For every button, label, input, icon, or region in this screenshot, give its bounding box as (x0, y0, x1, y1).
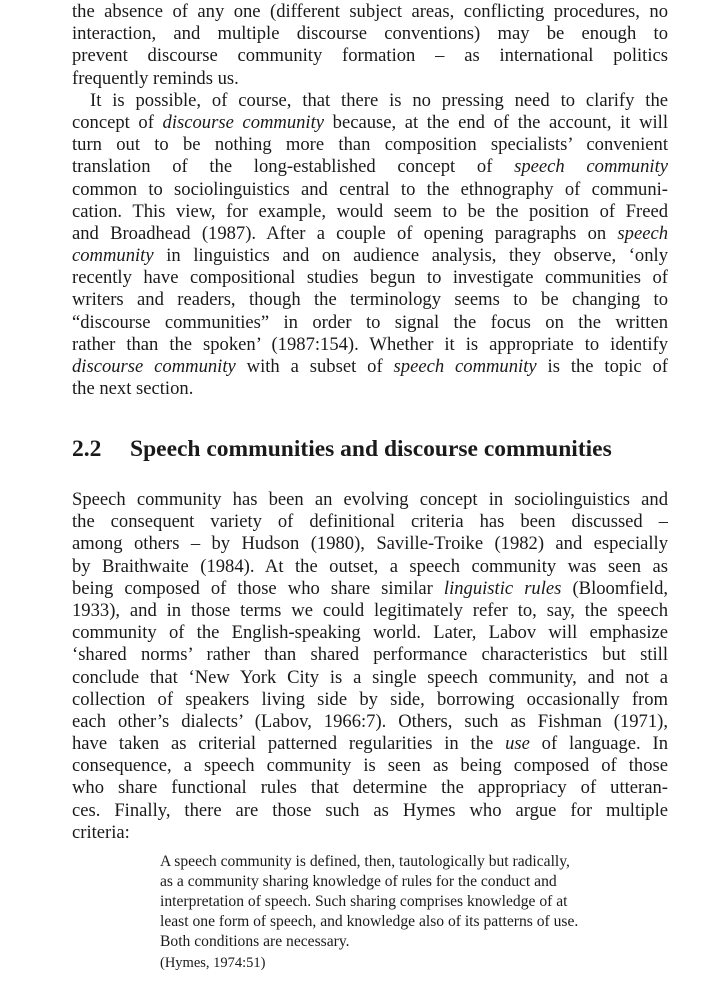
text-line (160, 892, 668, 912)
text-segment: with a subset of (235, 356, 394, 378)
text-segment: by Braithwaite (1984). At the outset, a speech community was seen as (72, 555, 668, 577)
text-segment: and Broadhead (1987). After a couple of opening paragraphs on (72, 222, 618, 244)
section-number: 2.2 (72, 436, 102, 462)
text-line (72, 312, 668, 334)
text-segment: least one form of speech, and knowledge also of its patterns of use. (160, 913, 579, 930)
paragraph-speech-community-intro (72, 90, 668, 401)
text-segment: the next section. (72, 378, 194, 400)
text-segment: prevent discourse community formation – as international politics (72, 45, 668, 67)
text-segment: It is possible, of course, that there is no pressing need to clarify the (90, 89, 668, 111)
text-line (72, 156, 668, 178)
text-segment: as a community sharing knowledge of rules for the conduct and (160, 873, 557, 890)
text-segment: interpretation of speech. Such sharing comprises knowledge of at (160, 893, 568, 910)
text-line (72, 356, 668, 378)
italic-term: discourse community (72, 356, 236, 378)
italic-term: discourse community (162, 111, 325, 133)
text-segment: who share functional rules that determine the appropriacy of utteran- (72, 777, 668, 799)
text-line (72, 1, 668, 23)
italic-term: speech (617, 222, 668, 244)
section-title: Speech communities and discourse communities (130, 436, 612, 462)
text-segment: turn out to be nothing more than composition specialists’ convenient (72, 134, 668, 156)
text-line (72, 667, 668, 689)
text-segment: of language. In (529, 733, 668, 755)
text-line (72, 179, 668, 201)
text-line (72, 822, 668, 844)
text-line (72, 533, 668, 555)
text-segment: community of the English-speaking world. Later, Labov will emphasize (72, 622, 668, 644)
text-line (72, 334, 668, 356)
text-segment: frequently reminds us. (72, 67, 239, 89)
text-line (72, 134, 668, 156)
text-segment: ‘shared norms’ rather than shared performance characteristics but still (72, 644, 668, 666)
text-segment: each other’s dialects’ (Labov, 1966:7). Others, such as Fishman (1971), (72, 710, 668, 732)
text-segment: Both conditions are necessary. (160, 933, 350, 950)
text-segment: the absence of any one (different subject areas, conflicting procedures, no (72, 1, 668, 22)
block-quote (160, 852, 668, 952)
text-line (72, 245, 668, 267)
text-line (72, 777, 668, 799)
text-line (160, 852, 668, 872)
italic-term: speech community (393, 356, 537, 378)
text-segment: Speech community has been an evolving concept in sociolinguistics and (72, 489, 668, 510)
text-segment: the consequent variety of definitional criteria has been discussed – (72, 511, 668, 533)
italic-term: speech community (514, 156, 668, 178)
text-segment: recently have compositional studies begun to investigate communities of (72, 267, 668, 289)
text-segment: translation of the long-established concept of (72, 156, 515, 178)
text-segment: concept of (72, 111, 163, 133)
text-line (72, 733, 668, 755)
text-line (72, 600, 668, 622)
text-segment: ces. Finally, there are those such as Hymes who argue for multiple (72, 799, 668, 821)
text-segment: is the topic of (536, 356, 668, 378)
italic-term: linguistic rules (443, 577, 562, 599)
italic-term: use (505, 733, 530, 755)
text-segment: writers and readers, though the terminology seems to be changing to (72, 289, 668, 311)
text-line (72, 511, 668, 533)
text-segment: conclude that ‘New York City is a single speech community, and not a (72, 666, 668, 688)
text-segment: (Bloomfield, (561, 577, 668, 599)
text-line (72, 45, 668, 67)
text-line (72, 644, 668, 666)
text-segment: because, at the end of the account, it will (324, 111, 668, 133)
text-line (72, 201, 668, 223)
text-line (72, 267, 668, 289)
text-line (72, 112, 668, 134)
italic-term: community (72, 245, 154, 267)
text-line (72, 289, 668, 311)
text-segment: among others – by Hudson (1980), Saville-Troike (1982) and especially (72, 533, 668, 555)
text-line (72, 622, 668, 644)
text-line (160, 932, 668, 952)
text-line (72, 90, 668, 112)
text-line (72, 711, 668, 733)
text-segment: rather than the spoken’ (1987:154). Whether it is appropriate to identify (72, 333, 668, 355)
text-segment: A speech community is defined, then, tautologically but radically, (160, 853, 570, 870)
text-segment: criteria: (72, 821, 130, 843)
text-line (72, 556, 668, 578)
text-line (160, 912, 668, 932)
text-segment: being composed of those who share similar (72, 577, 444, 599)
text-line (72, 578, 668, 600)
text-segment: 1933), and in those terms we could legitimately refer to, say, the speech (72, 599, 668, 621)
text-line (72, 68, 668, 90)
text-segment: interaction, and multiple discourse conventions) may be enough to (72, 23, 668, 45)
text-line (72, 755, 668, 777)
text-segment: have taken as criterial patterned regularities in the (72, 733, 506, 755)
text-line (72, 689, 668, 711)
text-line (160, 872, 668, 892)
text-segment: common to sociolinguistics and central to the ethnography of communi- (72, 178, 668, 200)
text-line (72, 378, 668, 400)
text-segment: collection of speakers living side by side, borrowing occasionally from (72, 688, 668, 710)
section-heading (72, 436, 612, 463)
text-line (72, 489, 668, 511)
text-line (72, 223, 668, 245)
text-segment: cation. This view, for example, would seem to be the position of Freed (72, 200, 668, 222)
text-line (72, 23, 668, 45)
quote-citation: (Hymes, 1974:51) (160, 955, 266, 971)
paragraph-speech-community-definition (72, 489, 668, 844)
text-segment: in linguistics and on audience analysis, they observe, ‘only (153, 245, 668, 267)
paragraph-continuation (72, 1, 668, 90)
text-segment: consequence, a speech community is seen as being composed of those (72, 755, 668, 777)
text-segment: “discourse communities” in order to signal the focus on the written (72, 311, 668, 333)
text-line (72, 800, 668, 822)
